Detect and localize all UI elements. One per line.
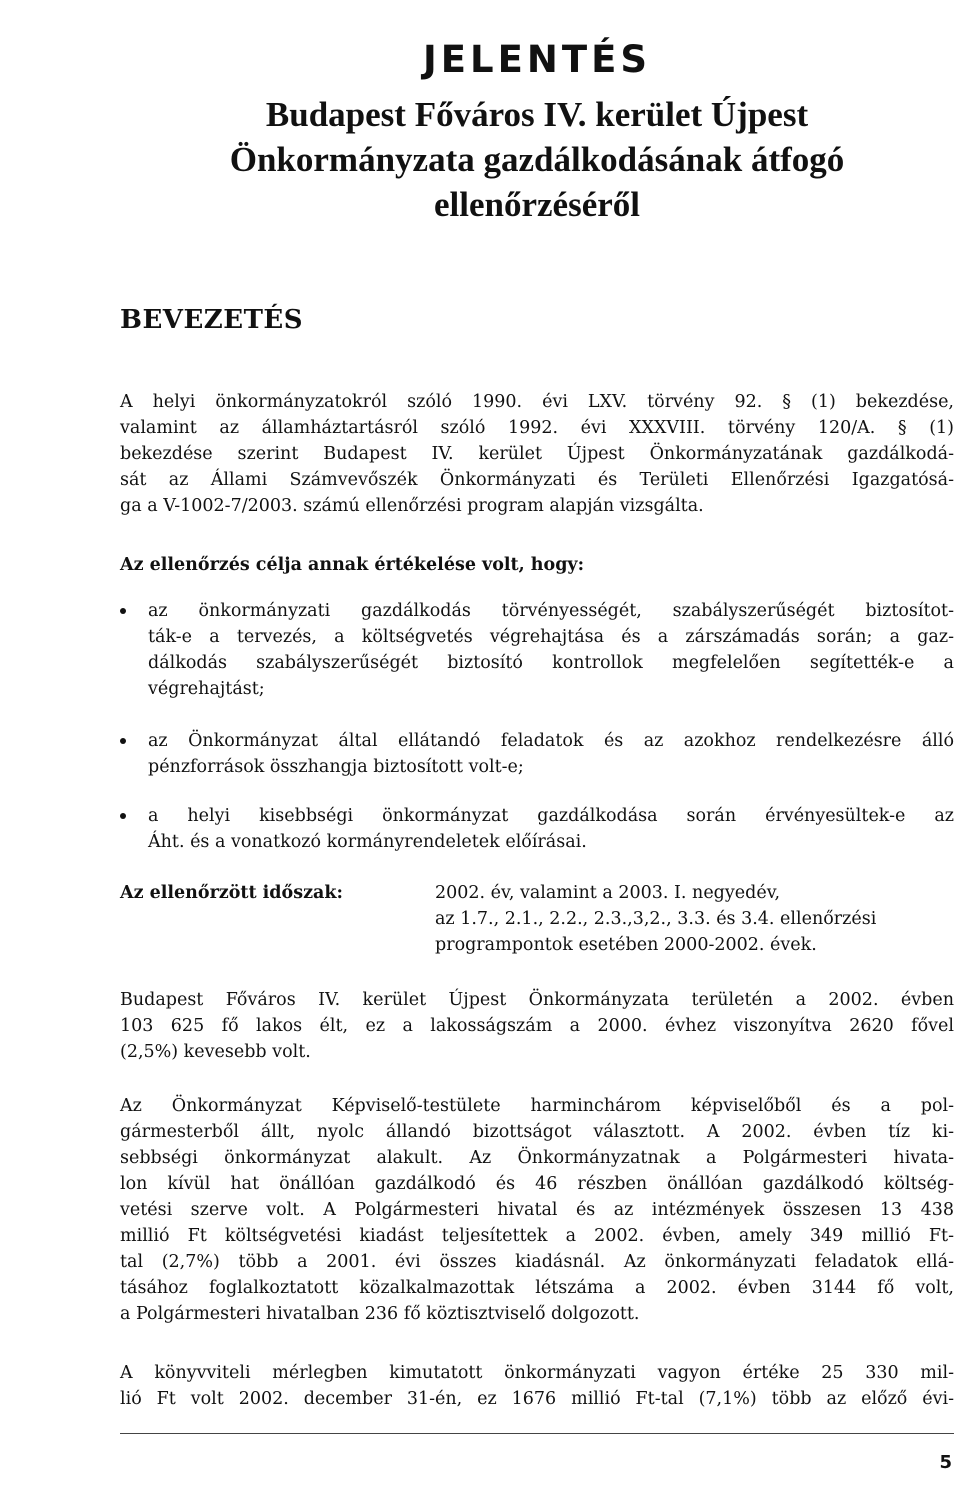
bullet-text (148, 598, 954, 702)
bullet-text (148, 803, 954, 855)
period-value (435, 880, 955, 958)
body-line: vetési szerve volt. A Polgármesteri hivatal és az intézmények összesen 13 438 (120, 1200, 954, 1220)
period-label: Az ellenőrzött időszak: (120, 883, 343, 903)
bullet-line: ták-e a tervezés, a költségvetés végrehajtása és a zárszámadás során; a gaz- (148, 627, 954, 647)
population-line: Budapest Főváros IV. kerület Újpest Önkormányzata területén a 2002. évben (120, 990, 954, 1010)
intro-line: ga a V-1002-7/2003. számú ellenőrzési program alapján vizsgálta. (120, 496, 704, 516)
bullet-text (148, 728, 954, 780)
bullet-icon (120, 608, 126, 614)
assets-line: lió Ft volt 2002. december 31-én, ez 1676 millió Ft-tal (7,1%) több az előző évi- (120, 1389, 954, 1409)
intro-line: valamint az államháztartásról szóló 1992. évi XXXVIII. törvény 120/A. § (1) (120, 418, 954, 438)
footer-divider (120, 1433, 954, 1434)
population-line: 103 625 fő lakos élt, ez a lakosságszám a 2000. évhez viszonyítva 2620 fővel (120, 1016, 954, 1036)
intro-line: bekezdése szerint Budapest IV. kerület Újpest Önkormányzatának gazdálkodá- (120, 444, 954, 464)
body-line: sebbségi önkormányzat alakult. Az Önkormányzatnak a Polgármesteri hivata- (120, 1148, 954, 1168)
period-line: az 1.7., 2.1., 2.2., 2.3.,3,2., 3.3. és 3.4. ellenőrzési (435, 909, 877, 929)
page-number: 5 (939, 1452, 952, 1473)
report-label: JELENTÉS (422, 38, 652, 81)
body-line: gármesterből állt, nyolc állandó bizottságot választott. A 2002. évben tíz ki- (120, 1122, 954, 1142)
bullet-icon (120, 738, 126, 744)
bullet-line: az önkormányzati gazdálkodás törvényességét, szabályszerűségét biztosítot- (148, 601, 954, 621)
period-line: 2002. év, valamint a 2003. I. negyedév, (435, 883, 781, 903)
main-title-line: Önkormányzata gazdálkodásának átfogó (229, 140, 845, 179)
assets-paragraph (120, 1360, 954, 1412)
bullet-line: a helyi kisebbségi önkormányzat gazdálkodása során érvényesültek-e az (148, 806, 954, 826)
body-paragraph (120, 1093, 954, 1327)
bullet-line: végrehajtást; (148, 679, 265, 699)
body-line: Az Önkormányzat Képviselő-testülete harminchárom képviselőből és a pol- (120, 1096, 954, 1116)
bullet-icon (120, 813, 126, 819)
bullet-line: pénzforrások összhangja biztosított volt-e; (148, 757, 524, 777)
bullet-line: Áht. és a vonatkozó kormányrendeletek előírásai. (148, 832, 587, 852)
intro-line: A helyi önkormányzatokról szóló 1990. évi LXV. törvény 92. § (1) bekezdése, (120, 392, 954, 412)
intro-line: sát az Állami Számvevőszék Önkormányzati és Területi Ellenőrzési Igazgatósá- (120, 470, 954, 490)
intro-paragraph (120, 389, 954, 519)
bullet-line: az Önkormányzat által ellátandó feladatok és az azokhoz rendelkezésre álló (148, 731, 954, 751)
period-line: programpontok esetében 2000-2002. évek. (435, 935, 817, 955)
main-title (0, 92, 960, 227)
main-title-line: ellenőrzéséről (433, 185, 640, 224)
body-line: lon kívül hat önállóan gazdálkodó és 46 részben önállóan gazdálkodó költség- (120, 1174, 954, 1194)
main-title-line: Budapest Főváros IV. kerület Újpest (265, 95, 809, 134)
section-heading: BEVEZETÉS (120, 305, 304, 335)
assets-line: A könyvviteli mérlegben kimutatott önkormányzati vagyon értéke 25 330 mil- (120, 1363, 954, 1383)
body-line: tásához foglalkoztatott közalkalmazottak létszáma a 2002. évben 3144 fő volt, (120, 1278, 954, 1298)
body-line: tal (2,7%) több a 2001. évi összes kiadásnál. Az önkormányzati feladatok ellá- (120, 1252, 954, 1272)
population-paragraph (120, 987, 954, 1065)
bullet-line: dálkodás szabályszerűségét biztosító kontrollok megfelelően segítették-e a (148, 653, 954, 673)
population-line: (2,5%) kevesebb volt. (120, 1042, 311, 1062)
body-line: millió Ft költségvetési kiadást teljesítettek a 2002. évben, amely 349 millió Ft- (120, 1226, 954, 1246)
aim-heading: Az ellenőrzés célja annak értékelése volt, hogy: (120, 555, 585, 575)
body-line: a Polgármesteri hivatalban 236 fő köztisztviselő dolgozott. (120, 1304, 640, 1324)
